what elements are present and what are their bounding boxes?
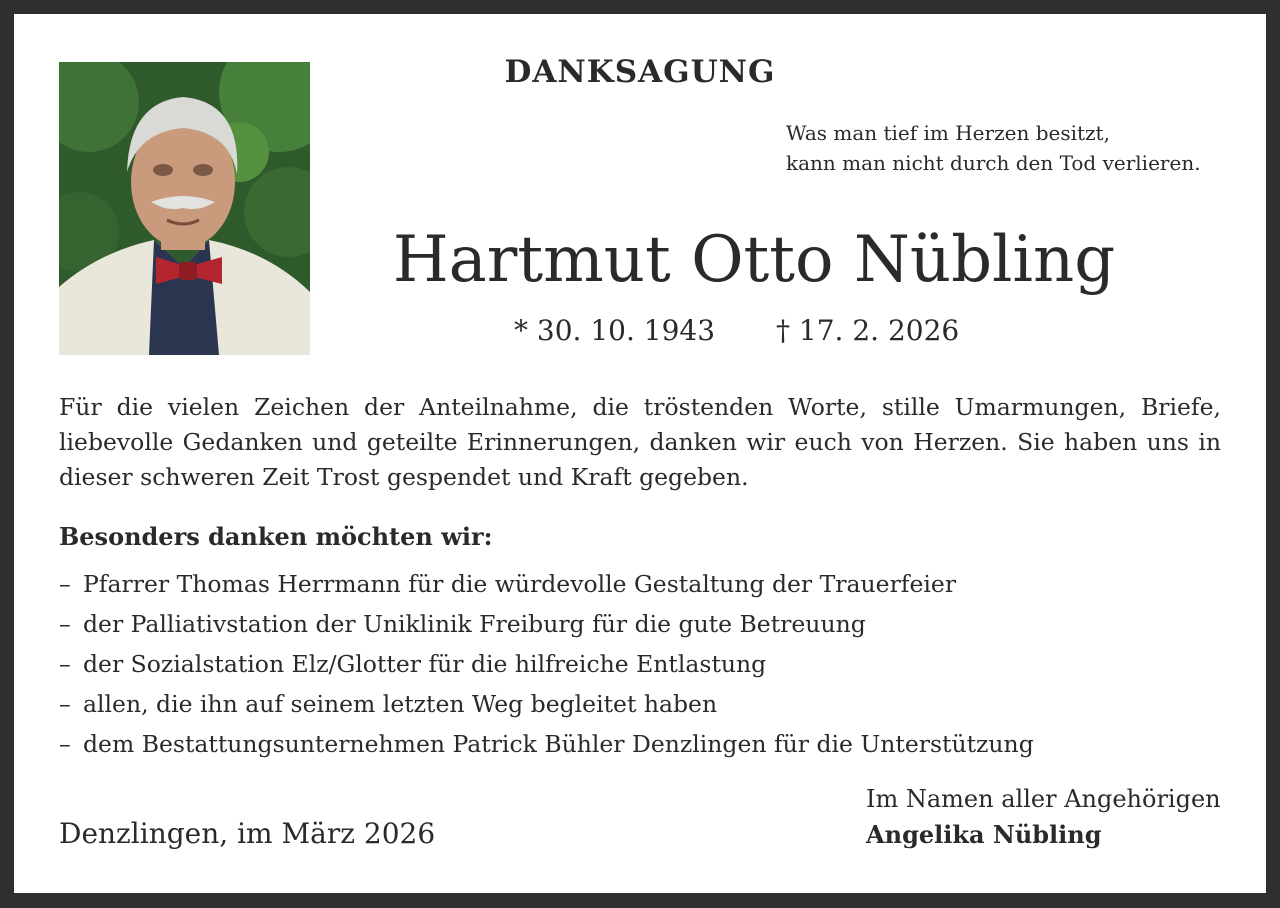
portrait-photo <box>59 62 310 355</box>
list-item <box>59 604 1159 644</box>
quote-line: Was man tief im Herzen besitzt, <box>786 121 1110 145</box>
special-thanks-list <box>59 564 1159 764</box>
dash-bullet: – <box>59 650 71 678</box>
list-item <box>59 724 1159 764</box>
list-item-text: allen, die ihn auf seinem letzten Weg begleitet haben <box>83 690 718 718</box>
list-item <box>59 684 1159 724</box>
list-item-text: der Palliativstation der Uniklinik Freiburg für die gute Betreuung <box>83 610 866 638</box>
special-thanks-heading: Besonders danken möchten wir: <box>59 522 493 551</box>
dash-bullet: – <box>59 610 71 638</box>
dash-bullet: – <box>59 570 71 598</box>
birth-date: * 30. 10. 1943 <box>514 314 716 347</box>
deceased-name: Hartmut Otto Nübling <box>392 223 1116 297</box>
portrait-image <box>59 62 310 355</box>
signer-name: Angelika Nübling <box>866 820 1102 849</box>
obituary-card <box>14 14 1266 893</box>
list-item-text: der Sozialstation Elz/Glotter für die hilfreiche Entlastung <box>83 650 767 678</box>
list-item-text: Pfarrer Thomas Herrmann für die würdevolle Gestaltung der Trauerfeier <box>83 570 957 598</box>
memorial-quote <box>786 118 1256 178</box>
page-title: DANKSAGUNG <box>504 54 776 90</box>
dash-bullet: – <box>59 690 71 718</box>
place-and-date: Denzlingen, im März 2026 <box>59 817 436 850</box>
death-date: † 17. 2. 2026 <box>776 314 960 347</box>
quote-line: kann man nicht durch den Tod verlieren. <box>786 151 1201 175</box>
on-behalf-line: Im Namen aller Angehörigen <box>866 785 1221 813</box>
list-item <box>59 564 1159 604</box>
thanks-paragraph: Für die vielen Zeichen der Anteilnahme, die tröstenden Worte, stille Umarmungen, Briefe, liebevolle Gedanken und geteilte Erinnerungen, danken wir euch von Herzen. Sie haben uns in dieser schweren Zeit Trost gespendet und Kraft gegeben. <box>59 393 1221 491</box>
list-item <box>59 644 1159 684</box>
signature-block <box>866 782 1221 852</box>
dash-bullet: – <box>59 730 71 758</box>
list-item-text: dem Bestattungsunternehmen Patrick Bühler Denzlingen für die Unterstützung <box>83 730 1034 758</box>
